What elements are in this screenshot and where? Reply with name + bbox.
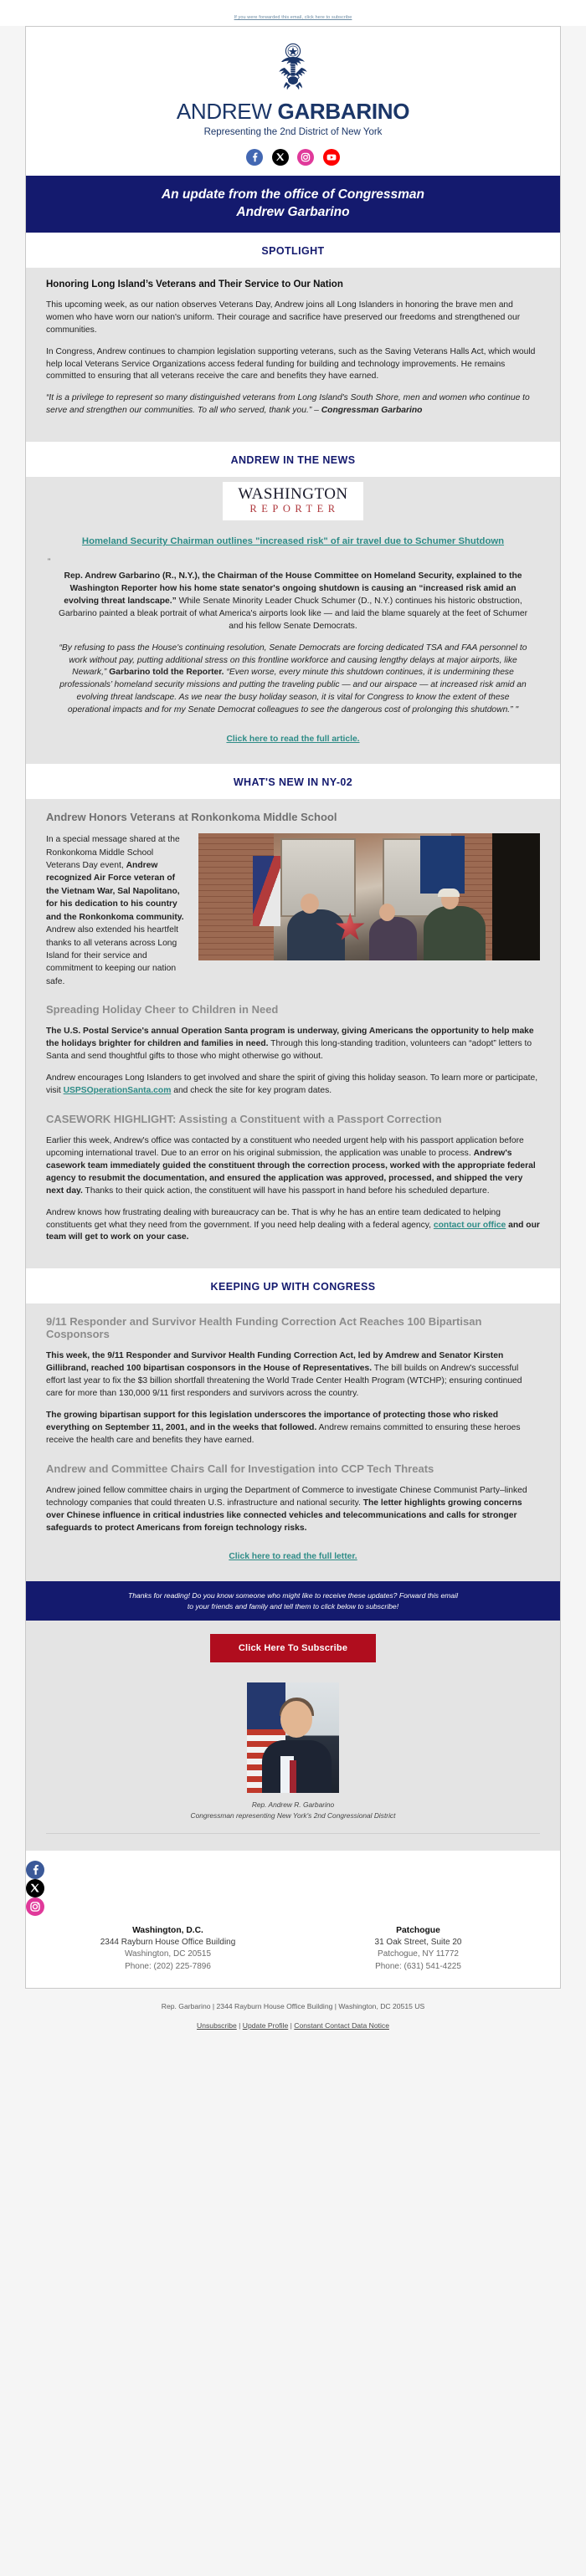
ny02-story1-text-bold: Andrew recognized Air Force veteran of the Vietnam War, Sal Napolitano, for his dedication to his country and the Ronkonkoma community.	[46, 860, 184, 922]
thanks-banner	[26, 1581, 560, 1621]
ny02-story3-p2-bold: and our team will get to work on your case.	[46, 1220, 540, 1242]
congress-story1-paragraph-1	[46, 1350, 540, 1401]
legal-address: Rep. Garbarino | 2344 Rayburn House Office Building | Washington, DC 20515 US	[161, 2002, 425, 2011]
ny02-story3-p1-bold: Andrew's casework team immediately guided the constituent through the correction process, worked with the appropriate federal agency to resubmit the documentation, and ensured the application was approved, processed, and shipped the very next day.	[46, 1148, 536, 1196]
congress-story1-p2-rest: Andrew remains committed to ensuring these heroes receive the health care and benefits they have earned.	[46, 1422, 521, 1445]
spotlight-content	[26, 268, 560, 442]
news-lede-bold: Rep. Andrew Garbarino (R., N.Y.), the Chairman of the House Committee on Homeland Security, explained to the Washington Reporter how his home state senator's ongoing shutdown is causing an “increased risk amid an evolving threat landscape.”	[64, 571, 522, 606]
banner-line-1: An update from the office of Congressman	[161, 187, 425, 202]
office-addresses	[26, 1923, 560, 1989]
spotlight-paragraph-1: This upcoming week, as our nation observes Veterans Day, Andrew joins all Long Islanders in honoring the brave men and women who have worn our nation's uniform. Their courage and sacrifice have preserved our freedoms and strengthened our communities.	[46, 300, 521, 335]
ny02-story3-paragraph-2	[46, 1207, 540, 1245]
section-title-news: ANDREW IN THE NEWS	[26, 442, 560, 477]
ny02-story3-paragraph-1	[46, 1135, 540, 1198]
office-city: Washington, D.C.	[132, 1925, 203, 1935]
legal-links	[0, 2010, 586, 2030]
ny02-story1-text-post: Andrew also extended his heartfelt thanks to all veterans across Long Island for their service and commitment to keeping our nation safe.	[46, 925, 178, 986]
forward-subscribe-link[interactable]: If you were forwarded this email, click here to subscribe	[234, 15, 352, 20]
ny02-content	[26, 799, 560, 1268]
ny02-story2-paragraph-1	[46, 1026, 540, 1063]
ny02-story2-p2-post: and check the site for key program dates.	[171, 1086, 332, 1096]
legal-separator-2: |	[288, 2021, 295, 2031]
social-links-top	[26, 141, 560, 176]
us-congress-seal-icon	[26, 42, 560, 94]
office-city: Patchogue	[396, 1925, 440, 1935]
brand-first-name: ANDREW	[176, 99, 278, 124]
header-logo-block	[26, 27, 560, 141]
cta-wrap	[26, 1621, 560, 1677]
news-read-full-article-link[interactable]: Click here to read the full article.	[226, 735, 360, 745]
office-patchogue	[293, 1926, 543, 1974]
washington-reporter-logo	[223, 482, 362, 520]
news-outlet-logo-wrap	[26, 477, 560, 529]
ny02-story1-text	[46, 833, 187, 988]
congress-story2-p1-pre: Andrew joined fellow committee chairs in urging the Department of Commerce to investigate Chinese Communist Party–linked technology companies that could threaten U.S. infrastructure and national security.	[46, 1485, 527, 1508]
brand-wordmark	[26, 99, 560, 125]
section-title-congress: KEEPING UP WITH CONGRESS	[26, 1268, 560, 1303]
open-quote-mark: "	[48, 556, 51, 566]
ny02-story3-p1-post: Thanks to their quick action, the constituent will have his passport in hand before his scheduled departure.	[82, 1186, 490, 1196]
office-washington	[43, 1926, 293, 1974]
instagram-icon[interactable]	[297, 149, 314, 166]
ny02-story1-row	[46, 833, 540, 988]
instagram-icon[interactable]	[26, 1897, 560, 1916]
x-twitter-icon[interactable]	[272, 149, 289, 166]
legal-footer	[0, 1989, 586, 2035]
legal-separator-1: |	[236, 2021, 243, 2031]
congress-story2-p1-bold: The letter highlights growing concerns over Chinese influence in critical industries like connected vehicles and telecommunications and calls for stronger safeguards to protect Americans from foreign technology risks.	[46, 1498, 522, 1533]
portrait-caption-line-2: Congressman representing New York's 2nd Congressional District	[190, 1811, 396, 1820]
ny02-story3-title: CASEWORK HIGHLIGHT: Assisting a Constituent with a Passport Correction	[46, 1112, 442, 1125]
thanks-line-2: to your friends and family and tell them to click below to subscribe!	[187, 1601, 399, 1611]
spotlight-headline: Honoring Long Island’s Veterans and Their Service to Our Nation	[46, 279, 343, 289]
news-quote-b: “Even worse, every minute this shutdown continues, it is undermining these professionals’ homeland security missions and putting the traveling public — and our airspace — at increased risk amid an evolving threat landscape. As we near the busy holiday season, it is vital for Congress to know the extent of these operational impacts and for my Senate Democrat colleagues to see the dangerous cost of prolonging this shutdown.”	[59, 668, 527, 715]
office-line-1: 31 Oak Street, Suite 20	[374, 1937, 462, 1947]
email-body	[25, 26, 561, 1989]
outlet-name-bottom: REPORTER	[249, 503, 340, 515]
update-profile-link[interactable]: Update Profile	[242, 2021, 289, 2031]
garbarino-portrait	[247, 1682, 339, 1793]
congress-story1-p1-rest: The bill builds on Andrew's successful effort last year to fix the $3 billion shortfall threatening the World Trade Center Health Program (WTCHP); ensuring continued care for more than 130,000 9/11 first responders and survivors across the country.	[46, 1364, 522, 1399]
office-line-2: Washington, DC 20515	[124, 1949, 212, 1959]
congress-story1-p2-bold: The growing bipartisan support for this legislation underscores the importance of protecting those who risked everything on September 11, 2001, and in the weeks that followed.	[46, 1411, 499, 1432]
ny02-story2-p1-rest: Through this long-standing tradition, volunteers can “adopt” letters to Santa and send thoughtful gifts to those who might otherwise go without.	[46, 1039, 532, 1062]
ny02-story1-text-pre: In a special message shared at the Ronkonkoma Middle School Veterans Day event,	[46, 835, 180, 870]
unsubscribe-link[interactable]: Unsubscribe	[197, 2021, 237, 2031]
x-twitter-icon[interactable]	[26, 1879, 560, 1897]
subscribe-button[interactable]: Click Here To Subscribe	[210, 1634, 376, 1662]
office-phone: Phone: (202) 225-7896	[125, 1961, 211, 1971]
ronkonkoma-veterans-day-photo	[198, 833, 540, 960]
ny02-story3-p1-pre: Earlier this week, Andrew's office was contacted by a constituent who needed urgent help with his passport application before upcoming international travel. Due to an error on his original submission, the application was unable to process.	[46, 1135, 524, 1158]
ny02-story1-title: Andrew Honors Veterans at Ronkonkoma Middle School	[46, 811, 337, 824]
data-notice-link[interactable]: Constant Contact Data Notice	[294, 2021, 389, 2031]
news-content	[26, 529, 560, 764]
congress-story1-p1-bold: This week, the 9/11 Responder and Survivor Health Funding Correction Act, led by Amdrew and Senator Kirsten Gillibrand, reached 100 bipartisan cosponsors in the House of Representatives.	[46, 1351, 504, 1374]
outlet-name-top: WASHINGTON	[238, 485, 348, 504]
spotlight-quote-text: “It is a privilege to represent so many distinguished veterans from Long Island's South Shore, men and women who continue to serve and strengthen our communities. To all who served, thank you.” –	[46, 393, 530, 416]
thanks-line-1: Thanks for reading! Do you know someone who might like to receive these updates? Forward this email	[127, 1591, 459, 1600]
ny02-story3-p2-pre: Andrew knows how frustrating dealing with bureaucracy can be. That is why he has an entire team dedicated to helping constituents get what they need from the government. If you need help dealing with a federal agency,	[46, 1207, 501, 1230]
banner-line-2: Andrew Garbarino	[236, 204, 350, 219]
section-title-spotlight: SPOTLIGHT	[26, 233, 560, 268]
office-line-1: 2344 Rayburn House Office Building	[100, 1937, 236, 1947]
news-quote-a: “By refusing to pass the House's continuing resolution, Senate Democrats are forcing dedicated TSA and FAA personnel to work without pay, putting additional stress on this frontline workforce and causing lengthy delays at major airports, like Newark,”	[59, 643, 527, 678]
section-title-ny02: WHAT'S NEW IN NY-02	[26, 764, 560, 799]
news-lede	[46, 571, 540, 633]
portrait-caption-line-1: Rep. Andrew R. Garbarino	[251, 1800, 335, 1810]
portrait-wrap	[26, 1677, 560, 1850]
operation-santa-link[interactable]: USPSOperationSanta.com	[63, 1086, 172, 1096]
contact-our-office-link[interactable]: contact our office	[433, 1220, 506, 1230]
congress-read-full-letter-link[interactable]: Click here to read the full letter.	[229, 1552, 357, 1562]
news-pullquote	[46, 643, 540, 718]
ny02-story2-paragraph-2	[46, 1073, 540, 1098]
spotlight-paragraph-2: In Congress, Andrew continues to champion legislation supporting veterans, such as the Saving Veterans Halls Act, which would help local Veterans Service Organizations access federal funding for building and technology improvements. He remains committed to ensuring that all veterans receive the care and benefits they have earned.	[46, 346, 536, 382]
spotlight-quote	[46, 392, 540, 417]
ny02-story2-p1-bold: The U.S. Postal Service's annual Operation Santa program is underway, giving Americans the opportunity to help make the holidays brighter for children and families in need.	[46, 1027, 534, 1049]
ny02-story2-title: Spreading Holiday Cheer to Children in Need	[46, 1003, 279, 1017]
congress-story2-paragraph-1	[46, 1485, 540, 1535]
youtube-icon[interactable]	[323, 149, 340, 166]
congress-story2-title: Andrew and Committee Chairs Call for Investigation into CCP Tech Threats	[46, 1462, 434, 1475]
office-line-2: Patchogue, NY 11772	[378, 1949, 459, 1959]
brand-last-name: GARBARINO	[277, 99, 410, 124]
congress-story1-title: 9/11 Responder and Survivor Health Funding Correction Act Reaches 100 Bipartisan Cosponsors	[46, 1315, 482, 1341]
office-phone: Phone: (631) 541-4225	[375, 1961, 461, 1971]
update-banner	[26, 176, 560, 233]
brand-tagline: Representing the 2nd District of New York	[203, 127, 383, 137]
congress-content	[26, 1303, 560, 1581]
portrait-caption	[26, 1800, 560, 1821]
ny02-story2-p2-pre: Andrew encourages Long Islanders to get involved and share the spirit of giving this holiday season. To learn more or participate, visit	[46, 1073, 538, 1096]
news-lede-rest: While Senate Minority Leader Chuck Schumer (D., N.Y.) continues his historic obstruction, Garbarino painted a bleak portrait of what America's airports look like — and laid the blame squarely at the feet of Schumer and his fellow Senate Democrats.	[58, 596, 527, 631]
spotlight-quote-attribution: Congressman Garbarino	[321, 406, 423, 416]
preheader	[0, 0, 586, 26]
congress-story1-paragraph-2	[46, 1410, 540, 1447]
footer-divider	[46, 1833, 540, 1834]
social-links-bottom	[26, 1851, 560, 1923]
facebook-icon[interactable]	[246, 149, 263, 166]
news-headline-link[interactable]: Homeland Security Chairman outlines "increased risk" of air travel due to Schumer Shutdown	[81, 536, 505, 547]
news-quote-attribution: Garbarino told the Reporter.	[109, 668, 224, 678]
facebook-icon[interactable]	[26, 1861, 560, 1879]
close-quote-mark: "	[515, 705, 519, 715]
